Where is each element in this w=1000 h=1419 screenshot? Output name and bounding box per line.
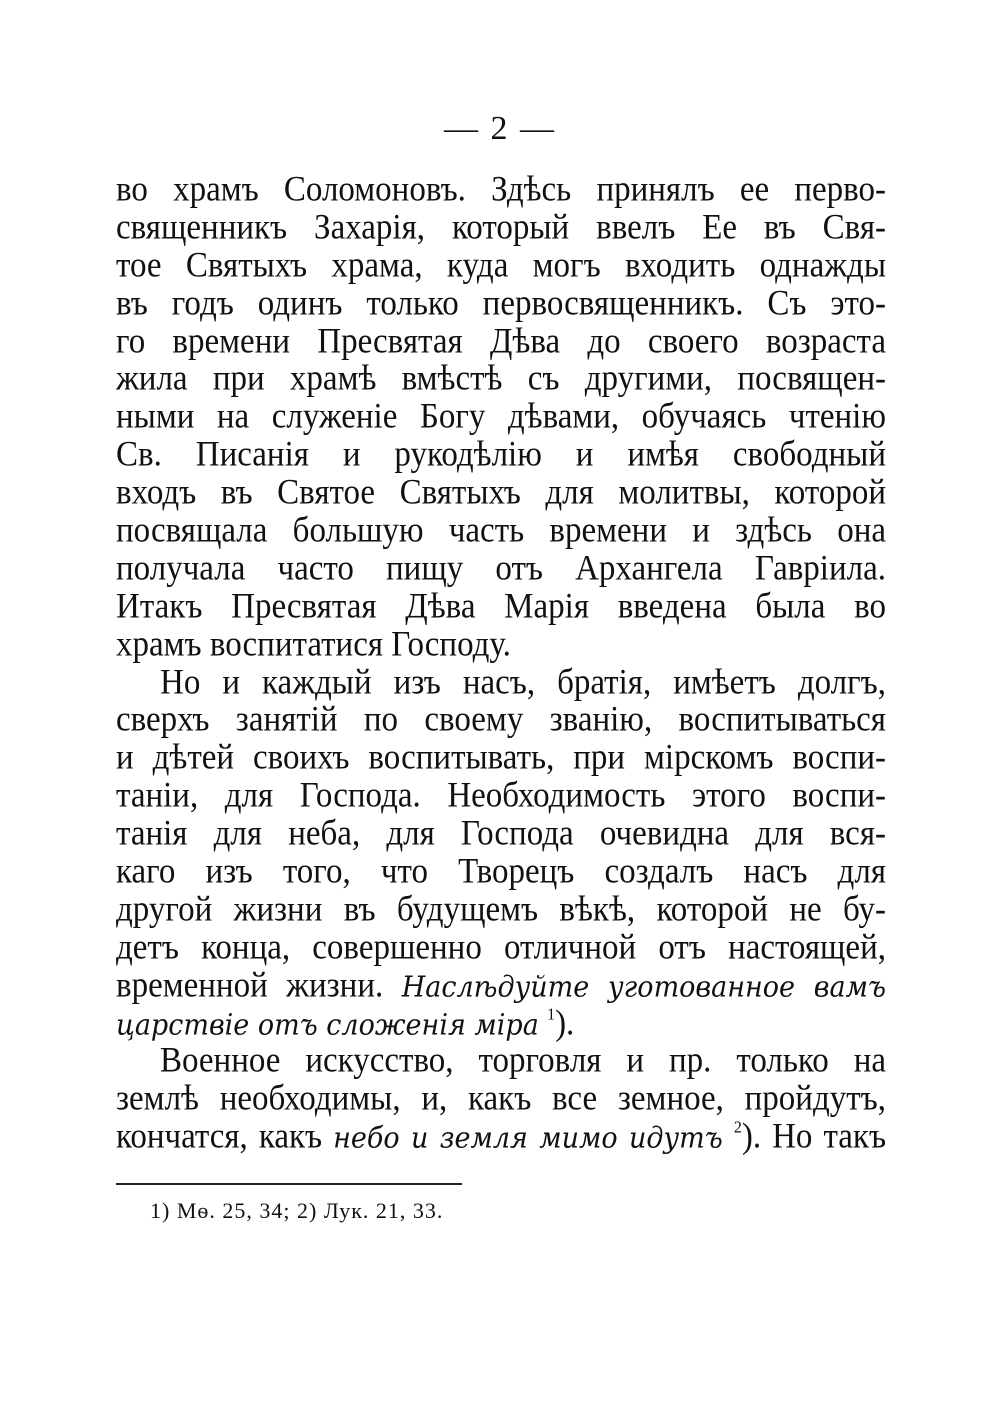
- text-line: землѣ необходимы, и, какъ все земное, пройдутъ,: [116, 1079, 886, 1119]
- text-line: входъ въ Святое Святыхъ для молитвы, которой: [116, 473, 886, 513]
- text-line: и дѣтей своихъ воспитывать, при мірскомъ воспи-: [116, 738, 886, 778]
- paragraph-start-line: Военное искусство, торговля и пр. только на: [160, 1041, 886, 1081]
- text-line: Св. Писанія и рукодѣлію и имѣя свободный: [116, 435, 886, 475]
- text-line: посвящала большую часть времени и здѣсь она: [116, 511, 886, 551]
- text-line: сверхъ занятій по своему званію, воспитываться: [116, 700, 886, 740]
- plain-text: ). Но такъ: [741, 1117, 887, 1157]
- text-line: храмъ воспитатися Господу.: [116, 625, 511, 665]
- footnote-ref: 2: [733, 1118, 742, 1138]
- text-line: [116, 1118, 886, 1159]
- scripture-quote: Наслѣдуйте уготованное вамъ: [401, 970, 887, 1004]
- scripture-quote: царствіе отъ сложенія міра: [116, 1008, 539, 1042]
- text-line: тое Святыхъ храма, куда могъ входить однажды: [116, 246, 886, 286]
- text-line: во храмъ Соломоновъ. Здѣсь принялъ ее перво-: [116, 170, 886, 210]
- text-line: въ годъ одинъ только первосвященникъ. Съ это-: [116, 284, 886, 324]
- text-line: жила при храмѣ вмѣстѣ съ другими, посвящен-: [116, 359, 886, 399]
- body-text: [116, 172, 886, 1157]
- text-line: ными на служеніе Богу дѣвами, обучаясь чтенію: [116, 397, 886, 437]
- footnote-ref: 1: [547, 1005, 556, 1024]
- text-line: танія для неба, для Господа очевидна для вся-: [116, 814, 886, 854]
- text-line: детъ конца, совершенно отличной отъ настоящей,: [116, 928, 886, 968]
- paragraph-start-line: Но и каждый изъ насъ, братія, имѣетъ долгъ,: [160, 663, 886, 702]
- text-line: священникъ Захарія, который ввелъ Ее въ Свя-: [116, 208, 886, 248]
- plain-text: временной жизни.: [116, 966, 384, 1006]
- footnote: 1) Мѳ. 25, 34; 2) Лук. 21, 33.: [150, 1198, 444, 1223]
- text-line: другой жизни въ будущемъ вѣкѣ, которой не бу-: [116, 890, 886, 930]
- text-line: таніи, для Господа. Необходимость этого воспи-: [116, 776, 886, 816]
- text-line: [116, 1004, 886, 1045]
- text-line: [116, 966, 886, 1007]
- text-line: го времени Пресвятая Дѣва до своего возраста: [116, 322, 886, 361]
- plain-text: ).: [555, 1004, 575, 1043]
- text-line: каго изъ того, что Творецъ создалъ насъ для: [116, 852, 886, 892]
- footnote-divider: [116, 1183, 462, 1185]
- scripture-quote: небо и земля мимо идутъ: [333, 1122, 723, 1156]
- text-line: получала часто пищу отъ Архангела Гавріила.: [116, 549, 886, 589]
- plain-text: кончатся, какъ: [116, 1117, 323, 1157]
- text-line: Итакъ Пресвятая Дѣва Марія введена была во: [116, 587, 886, 627]
- page-number: — 2 —: [444, 110, 556, 147]
